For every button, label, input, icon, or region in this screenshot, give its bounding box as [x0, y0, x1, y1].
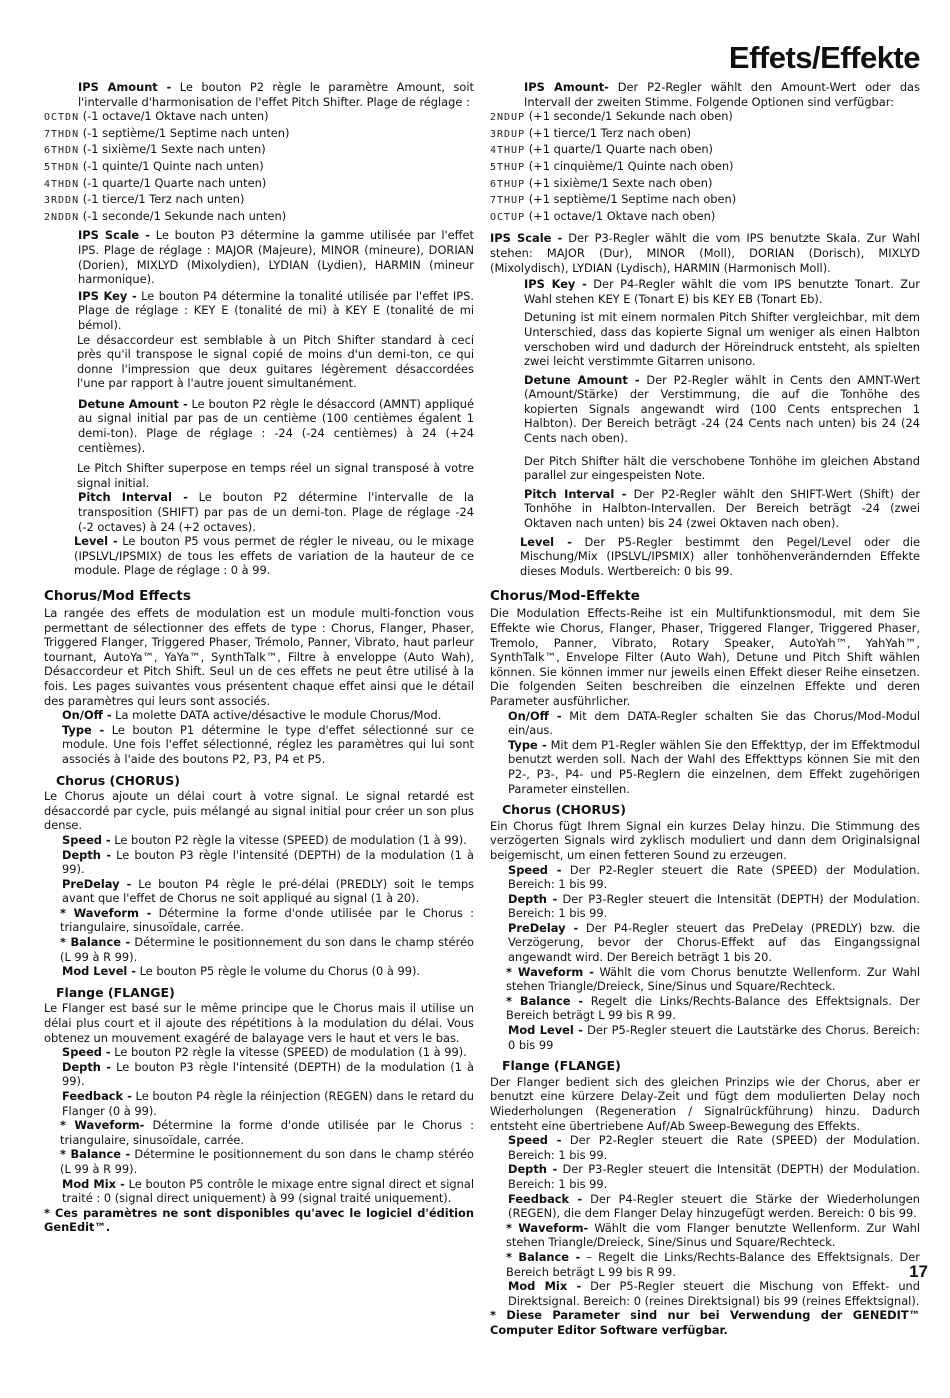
subsection-heading: Flange (FLANGE) [56, 984, 175, 1000]
param-label: Depth - [62, 847, 112, 862]
range-option [490, 209, 920, 226]
param-detune-amount-desc [78, 397, 474, 455]
param-text: Détermine la forme d'onde utilisée par le Chorus : triangulaire, sinusoïdale, carrée. [60, 1118, 474, 1147]
param-text: Le bouton P5 vous permet de régler le niveau, ou le mixage (IPSLVL/IPSMIX) de tous les effets de variation de la hauteur de ce module. Plage de réglage : 0 à 99. [74, 534, 475, 578]
param-ips-scale-desc [78, 228, 474, 286]
paragraph: La rangée des effets de modulation est un module multi-fonction vous permettant de sélectionner des effets de type : Chorus, Flanger, Phaser, Triggered Flanger, Triggered Phaser, Trémolo, Panner, Vibrato, haut parleur tournant, AutoYa™, YaYa™, SynthTalk™, Filtre à enveloppe (Auto Wah), Désaccordeur et Pitch Shift. Seul un de ces effets ne peut être utilisé à la fois. Les pages suivantes vous présentent chaque effet ainsi que le détail des paramètres qui leurs sont associés. [44, 606, 474, 708]
option-description: (+1 tierce/1 Terz nach oben) [525, 125, 692, 140]
param-text: Le bouton P2 règle la vitesse (SPEED) de modulation (1 à 99). [110, 832, 467, 847]
param-text: Détermine la forme d'onde utilisée par le Chorus : triangulaire, sinusoïdale, carrée. [60, 905, 474, 935]
param-balance-desc [60, 1147, 474, 1176]
param-label: Depth - [508, 1162, 558, 1177]
param-text: Le bouton P4 détermine la tonalité utilisée par l'effet IPS. Plage de réglage : KEY E (tonalité de mi) à KEY E (tonalité de mi bémol). [78, 288, 474, 332]
lcd-value: 4THDN [44, 178, 80, 190]
param-label: * Waveform- [506, 1220, 589, 1235]
param-mod-mix-desc [508, 1279, 920, 1308]
range-option [44, 159, 474, 176]
param-label: * Balance - [506, 1249, 581, 1264]
param-label: * Waveform- [60, 1118, 145, 1133]
option-description: (-1 seconde/1 Sekunde nach unten) [79, 208, 287, 223]
param-label: Feedback - [508, 1191, 583, 1206]
param-text: Der P2-Regler wählt in Cents den AMNT-Wert (Amount/Stärke) der Verstimmung, die auf die Tonhöhe des kopierten Signals angewandt wird (100 Cents entsprechen 1 Halbton). Der Bereich beträgt -24 (24 Cents nach unten) bis 24 (24 Cents nach oben). [524, 372, 920, 446]
param-label: Detune Amount - [78, 396, 188, 411]
lcd-value: OCTUP [490, 211, 526, 223]
param-label: * Waveform - [506, 964, 594, 979]
option-description: (-1 septième/1 Septime nach unten) [79, 125, 290, 140]
range-option [44, 192, 474, 209]
option-description: (+1 septième/1 Septime nach oben) [525, 192, 737, 207]
lcd-value: 6THUP [490, 178, 526, 190]
param-waveform-desc [60, 1118, 474, 1147]
lcd-value: 5THUP [490, 161, 526, 173]
param-text: Le bouton P2 règle la vitesse (SPEED) de modulation (1 à 99). [110, 1045, 467, 1060]
param-balance-desc [60, 935, 474, 964]
range-option [490, 109, 920, 126]
lcd-value: 7THUP [490, 195, 526, 207]
param-text: Der P4-Regler steuert das PreDelay (PREDLY) bzw. die Verzögerung, bevor der Chorus-Effekt auf das Eingangssignal angewandt wird. Der Bereich beträgt 1 bis 20. [508, 920, 920, 965]
section-heading: Chorus/Mod-Effekte [490, 588, 640, 605]
param-text: Mit dem P1-Regler wählen Sie den Effekttyp, der im Effektmodul benutzt werden soll. Nach der Wahl des Effekttyps können Sie mit den P2-, P3-, P4- und P5-Reglern die einzelnen, dem Effekt zugehörigen Parameter einstellen. [508, 737, 920, 796]
param-pitch-interval-desc [78, 490, 474, 534]
range-option [490, 126, 920, 143]
subsection-heading: Chorus (CHORUS) [56, 772, 180, 788]
german-column [490, 80, 920, 1338]
param-waveform-desc [60, 906, 474, 935]
param-text: Der P4-Regler wählt die vom IPS benutzte Tonart. Zur Wahl stehen KEY E (Tonart E) bis KEY EB (Tonart Eb). [524, 277, 920, 306]
param-text: Le bouton P1 détermine le type d'effet sélectionné sur ce module. Une fois l'effet sélectionné, réglez les paramètres qui lui sont associés à l'aide des boutons P2, P3, P4 et P5. [62, 722, 474, 766]
param-on-off-desc [508, 709, 920, 738]
paragraph: Ein Chorus fügt Ihrem Signal ein kurzes Delay hinzu. Die Stimmung des verzögerten Signals wird zyklisch moduliert und dann dem Originalsignal beigemischt, um einen fetteren Sound zu erzeugen. [490, 818, 920, 862]
param-label: * Balance - [506, 993, 584, 1008]
param-waveform-desc [506, 1221, 920, 1250]
range-option [44, 126, 474, 143]
param-speed-desc [508, 1133, 920, 1162]
paragraph: Der Pitch Shifter hält die verschobene Tonhöhe im gleichen Abstand parallel zur eingespeisten Note. [524, 453, 920, 483]
param-ips-key-desc [524, 277, 920, 306]
range-option [44, 176, 474, 193]
param-label: PreDelay - [508, 920, 579, 935]
param-balance-desc [506, 1250, 920, 1279]
param-label: Level - [74, 534, 118, 549]
option-description: (+1 quarte/1 Quarte nach oben) [525, 142, 713, 157]
param-label: Mod Mix - [508, 1279, 582, 1294]
param-ips-amount-desc [78, 80, 474, 109]
param-speed-desc [62, 833, 474, 848]
param-text: Le bouton P5 contrôle le mixage entre signal direct et signal traité : 0 (signal direct uniquement) à 99 (signal traité uniquement). [62, 1176, 474, 1206]
option-description: (+1 sixième/1 Sexte nach oben) [525, 175, 713, 190]
param-text: Regelt die Links/Rechts-Balance des Effektsignals. Der Bereich beträgt L 99 bis R 99. [506, 993, 920, 1023]
param-type-desc [508, 738, 920, 796]
param-label: PreDelay - [62, 876, 132, 891]
option-description: (-1 sixième/1 Sexte nach unten) [79, 142, 266, 157]
footnote: * Ces paramètres ne sont disponibles qu'avec le logiciel d'édition GenEdit™. [44, 1205, 474, 1235]
option-description: (-1 octave/1 Oktave nach unten) [79, 109, 269, 124]
param-text: – Regelt die Links/Rechts-Balance des Effektsignals. Der Bereich beträgt L 99 bis R 99. [506, 1249, 920, 1279]
lcd-value: 3RDUP [490, 128, 526, 140]
param-text: Wählt die vom Chorus benutzte Wellenform. Zur Wahl stehen Triangle/Dreieck, Sine/Sinus und Square/Rechteck. [506, 964, 920, 994]
lcd-value: 7THDN [44, 128, 80, 140]
param-text: Der P3-Regler wählt die vom IPS benutzte Skala. Zur Wahl stehen: MAJOR (Dur), MINOR (Moll), DORIAN (Dorisch), MIXLYD (Mixolydisch), LYDIAN (Lydisch), HARMIN (Harmonisch Moll). [490, 231, 920, 275]
param-text: Détermine le positionnement du son dans le champ stéréo (L 99 à R 99). [60, 935, 474, 964]
param-label: Depth - [508, 891, 558, 906]
param-text: Der P3-Regler steuert die Intensität (DEPTH) der Modulation. Bereich: 1 bis 99. [508, 1162, 920, 1191]
param-depth-desc [508, 1162, 920, 1191]
lcd-value: OCTDN [44, 112, 80, 124]
range-option [490, 176, 920, 193]
option-description: (+1 cinquième/1 Quinte nach oben) [525, 158, 734, 173]
section-heading: Chorus/Mod Effects [44, 588, 191, 604]
param-label: Level - [520, 534, 572, 549]
param-label: On/Off - [508, 708, 562, 723]
subsection-heading: Flange (FLANGE) [502, 1058, 621, 1074]
range-option [44, 209, 474, 226]
paragraph: Detuning ist mit einem normalen Pitch Shifter vergleichbar, mit dem Unterschied, dass das kopierte Signal um weniger als einen Halbton verschoben wird und dadurch der Höreindruck entsteht, als spielten zwei leicht verstimmte Gitarren unisono. [524, 310, 920, 369]
param-text: Der P3-Regler steuert die Intensität (DEPTH) der Modulation. Bereich: 1 bis 99. [508, 891, 920, 921]
param-label: Feedback - [62, 1089, 132, 1103]
range-option [490, 192, 920, 209]
param-text: Le bouton P3 détermine la gamme utilisée par l'effet IPS. Plage de réglage : MAJOR (Majeure), MINOR (mineure), DORIAN (Dorien), MIXLYD (Mixolydien), LYDIAN (Lydien), HARMIN (mineur harmonique). [78, 228, 474, 287]
page-number: 17 [909, 1262, 928, 1281]
param-text: Der P5-Regler steuert die Lautstärke des Chorus. Bereich: 0 bis 99 [508, 1023, 920, 1052]
param-ips-amount-desc [524, 80, 920, 109]
param-ips-scale-desc [490, 231, 920, 275]
param-label: Mod Level - [62, 964, 137, 979]
param-mod-level-desc [62, 964, 474, 979]
param-predelay-desc [508, 921, 920, 965]
param-on-off-desc [62, 708, 474, 723]
param-text: Le bouton P2 détermine l'intervalle de la transposition (SHIFT) par pas de un demi-ton. Plage de réglage -24 (-2 octaves) à 24 (+2 octaves). [78, 490, 474, 534]
param-label: IPS Amount- [524, 80, 609, 94]
lcd-value: 3RDDN [44, 195, 80, 207]
param-label: Speed - [508, 862, 562, 877]
param-depth-desc [508, 892, 920, 921]
param-text: La molette DATA active/désactive le module Chorus/Mod. [111, 708, 442, 723]
param-detune-amount-desc [524, 373, 920, 446]
param-mod-mix-desc [62, 1177, 474, 1206]
param-text: Der P5-Regler steuert die Mischung von Effekt- und Direktsignal. Bereich: 0 (reines Direktsignal) bis 99 (reines Effektsignal). [508, 1279, 920, 1308]
range-option [44, 109, 474, 126]
range-option [490, 159, 920, 176]
paragraph: Le désaccordeur est semblable à un Pitch Shifter standard à ceci près qu'il transpose le signal copié de moins d'un demi-ton, ce qui donne l'impression que deux guitares légèrement désaccordées l'une par rapport à l'autre jouent simultanément. [77, 332, 474, 391]
param-predelay-desc [62, 877, 474, 906]
param-balance-desc [506, 994, 920, 1023]
french-column [44, 80, 474, 1235]
param-ips-key-desc [78, 289, 474, 333]
param-text: Le bouton P4 règle la réinjection (REGEN) dans le retard du Flanger (0 à 99). [62, 1089, 474, 1118]
param-mod-level-desc [508, 1023, 920, 1052]
param-pitch-interval-desc [524, 487, 920, 531]
param-label: Type - [62, 722, 105, 737]
page-title: Effets/Effekte [728, 40, 920, 75]
param-text: Der P2-Regler wählt den SHIFT-Wert (Shift) der Tonhöhe in Halbton-Intervallen. Der Bereich beträgt -24 (zwei Oktaven nach unten) bis 24 (zwei Oktaven nach oben). [524, 486, 920, 531]
param-text: Le bouton P2 règle le paramètre Amount, soit l'intervalle d'harmonisation de l'effet Pitch Shifter. Plage de réglage : [78, 80, 474, 109]
param-level-desc [74, 534, 474, 578]
param-speed-desc [62, 1045, 474, 1060]
param-text: Wählt die vom Flanger benutzte Wellenform. Zur Wahl stehen Triangle/Dreieck, Sine/Sinus und Square/Rechteck. [506, 1220, 920, 1250]
param-label: On/Off - [62, 708, 112, 723]
param-label: IPS Scale - [78, 228, 150, 243]
paragraph: Le Flanger est basé sur le même principe que le Chorus mais il utilise un délai plus court et il ajoute des répétitions à la modulation du délai. Vous obtenez un mouvement exagéré de balayage vers le haut et vers le bas. [44, 1001, 474, 1045]
param-label: IPS Key - [524, 277, 587, 292]
param-label: Mod Mix - [62, 1176, 125, 1191]
param-label: Detune Amount - [524, 372, 640, 387]
paragraph: Die Modulation Effects-Reihe ist ein Multifunktionsmodul, mit dem Sie Effekte wie Chorus, Flanger, Phaser, Triggered Flanger, Triggered Phaser, Tremolo, Panner, Vibrato, Rotary Speaker, AutoYah™, YahYah™, SynthTalk™, Envelope Filter (Auto Wah), Detune und Pitch Shift wählen können. Sie können immer nur jeweils einen Effekt dieser Reihe einsetzen. Die folgenden Seiten beschreiben die einzelnen Effekte und deren Parameter ausführlicher. [490, 606, 920, 708]
range-option [490, 142, 920, 159]
param-label: Mod Level - [508, 1023, 583, 1038]
param-text: Der P2-Regler steuert die Rate (SPEED) der Modulation. Bereich: 1 bis 99. [508, 862, 920, 892]
param-text: Le bouton P5 règle le volume du Chorus (0 à 99). [136, 964, 421, 979]
lcd-value: 2NDDN [44, 211, 80, 223]
lcd-value: 5THDN [44, 161, 80, 173]
param-feedback-desc [508, 1192, 920, 1221]
paragraph: Der Flanger bedient sich des gleichen Prinzips wie der Chorus, aber er benutzt eine kürzere Delay-Zeit und fügt dem modulierten Delay noch Wiederholungen (Regeneration / Signalrückführung) hinzu. Dadurch entsteht eine übertriebene Auf/Ab Sweep-Bewegung des Effekts. [490, 1074, 920, 1133]
option-description: (-1 tierce/1 Terz nach unten) [79, 192, 245, 207]
param-label: Depth - [62, 1059, 112, 1074]
param-text: Der P4-Regler steuert die Stärke der Wiederholungen (REGEN), die dem Flanger Delay hinzugefügt werden. Bereich: 0 bis 99. [508, 1191, 920, 1221]
param-text: Der P2-Regler wählt den Amount-Wert oder das Intervall der zweiten Stimme. Folgende Optionen sind verfügbar: [524, 80, 920, 109]
param-label: Type - [508, 737, 547, 752]
paragraph: Le Pitch Shifter superpose en temps réel un signal transposé à votre signal initial. [77, 461, 474, 490]
option-description: (-1 quarte/1 Quarte nach unten) [79, 175, 267, 190]
param-label: * Balance - [60, 935, 131, 950]
param-speed-desc [508, 863, 920, 892]
param-text: Le bouton P4 règle le pré-délai (PREDLY) soit le temps avant que l'effet de Chorus ne soit appliqué au signal (1 à 20). [62, 876, 475, 906]
lcd-value: 6THDN [44, 145, 80, 157]
option-description: (+1 seconde/1 Sekunde nach oben) [525, 109, 733, 124]
param-label: Pitch Interval - [78, 490, 188, 505]
param-text: Le bouton P2 règle le désaccord (AMNT) appliqué au signal initial par pas de un centième (100 centièmes égalent 1 demi-ton). Plage de réglage : -24 (-24 centièmes) à 24 (+24 centièmes). [78, 396, 474, 455]
param-label: Speed - [62, 832, 111, 847]
param-depth-desc [62, 1060, 474, 1089]
param-label: Pitch Interval - [524, 486, 627, 501]
param-label: Speed - [508, 1133, 562, 1148]
option-description: (-1 quinte/1 Quinte nach unten) [79, 158, 264, 173]
param-text: Le bouton P3 règle l'intensité (DEPTH) de la modulation (1 à 99). [62, 847, 474, 877]
param-label: IPS Scale - [490, 231, 563, 246]
param-text: Le bouton P3 règle l'intensité (DEPTH) de la modulation (1 à 99). [62, 1059, 474, 1089]
subsection-heading: Chorus (CHORUS) [502, 802, 626, 818]
param-text: Der P5-Regler bestimmt den Pegel/Level oder die Mischung/Mix (IPSLVL/IPSMIX) aller tonhöhenverändernden Effekte dieses Moduls. Wertbereich: 0 bis 99. [520, 534, 920, 578]
param-label: * Balance - [60, 1147, 131, 1162]
param-label: Speed - [62, 1045, 111, 1060]
param-feedback-desc [62, 1089, 474, 1118]
param-type-desc [62, 723, 474, 767]
range-option [44, 142, 474, 159]
param-label: IPS Amount - [78, 80, 172, 94]
paragraph: Le Chorus ajoute un délai court à votre signal. Le signal retardé est désaccordé par cycle, puis mélangé au signal initial pour créer un son plus dense. [44, 789, 474, 833]
param-label: IPS Key - [78, 288, 137, 303]
param-depth-desc [62, 848, 474, 877]
param-label: * Waveform - [60, 905, 152, 920]
param-text: Der P2-Regler steuert die Rate (SPEED) der Modulation. Bereich: 1 bis 99. [508, 1133, 920, 1162]
lcd-value: 4THUP [490, 145, 526, 157]
footnote: * Diese Parameter sind nur bei Verwendung der GENEDIT™ Computer Editor Software verfügbar. [490, 1308, 920, 1337]
option-description: (+1 octave/1 Oktave nach oben) [525, 208, 716, 223]
param-level-desc [520, 535, 920, 579]
param-text: Mit dem DATA-Regler schalten Sie das Chorus/Mod-Modul ein/aus. [508, 708, 920, 738]
param-waveform-desc [506, 965, 920, 994]
lcd-value: 2NDUP [490, 112, 526, 124]
param-text: Détermine le positionnement du son dans le champ stéréo (L 99 à R 99). [60, 1147, 474, 1176]
